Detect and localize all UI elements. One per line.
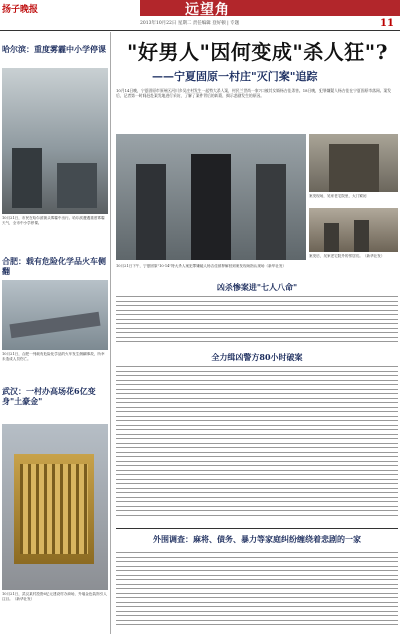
sidebar-item-title: 武汉：一村办高场花6亿变身"土豪金" — [2, 386, 96, 406]
sidebar-caption: 10月21日，武汉某村投资6亿元建设村办商场，外墙金色装饰引人注目。（新华社发） — [2, 592, 107, 601]
sidebar-photo-hefei — [2, 280, 108, 350]
sidebar-item-title: 哈尔滨：重度雾霾中小学停课 — [2, 44, 106, 54]
main-headline: "好男人"因何变成"杀人狂"? — [127, 40, 388, 64]
sidebar-caption: 10月21日，合肥一列载有危险化学品的火车发生侧翻事故，所幸未造成人员伤亡。 — [2, 352, 105, 361]
section-heading: 全力缉凶警方80小时破案 — [211, 352, 303, 362]
article-text-block — [116, 552, 398, 632]
main-photo-caption: 10月21日下午，宁夏固原"10·14"特大杀人案犯罪嫌疑人杨吉佳被押解回到案发现场指认现场（新华社发） — [116, 264, 287, 268]
page-number: 11 — [380, 18, 394, 29]
sidebar-photo-wuhan — [2, 424, 108, 590]
header-rule — [0, 30, 400, 31]
newspaper-logo: 扬子晚报 — [2, 5, 39, 15]
sidebar-caption: 10月21日，市民在哈尔滨街头雾霾中出行。哈尔滨遭遇重度雾霾天气，全市中小学停课。 — [2, 216, 105, 225]
section-heading: 凶杀惨案进"七人八命" — [216, 282, 298, 292]
lead-paragraph: 10月14日晚，宁夏固原市原州区河川乡吴庄村发生一起特大杀人案，村民兰世尚一家7口被其女婿杨吉佳杀害。18日晚，犯罪嫌疑人杨吉佳在宁夏固原市落网。案发后，记者第一时间赶赴案发地进行采访，了解了案件背后的纠葛，揭示悲剧发生的原因。 — [116, 88, 392, 99]
main-photo-suspect — [116, 134, 306, 260]
section-title: 远望角 — [185, 2, 230, 18]
article-text-block — [116, 366, 398, 526]
sidebar — [0, 32, 111, 634]
inset-photo-house — [309, 134, 398, 192]
section-heading: 外围调查：麻将、债务、暴力等家庭纠纷缠绕着悲剧的一家 — [153, 534, 361, 544]
inset-caption: 案发现场，吴家老宅院里，大门紧闭 — [309, 194, 367, 198]
inset-caption: 案发后，吴家老宅院外的邻居们。（新华社发） — [309, 254, 385, 258]
main-subheadline: ——宁夏固原一村庄"灭门案"追踪 — [152, 70, 318, 83]
inset-photo-neighbors — [309, 208, 398, 252]
section-banner — [140, 0, 400, 16]
header-meta: 2013年10月22日 星期二 责任编辑 登好顿 | 专题 — [140, 21, 240, 26]
sidebar-item-title: 合肥：载有危险化学品火车侧翻 — [2, 256, 106, 276]
article-text-block — [116, 296, 398, 348]
sidebar-photo-harbin — [2, 68, 108, 214]
section-rule — [116, 528, 398, 529]
